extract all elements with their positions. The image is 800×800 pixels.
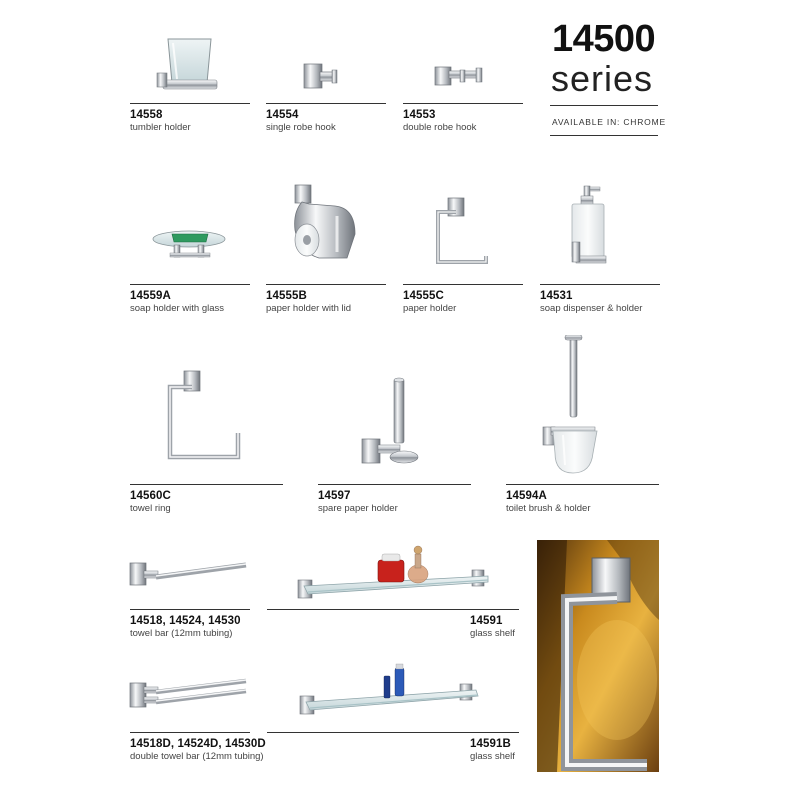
divider (266, 103, 386, 104)
product-name-14553: double robe hook (403, 122, 477, 133)
product-code-14555C: 14555C (403, 290, 444, 302)
product-name-14560C: towel ring (130, 503, 171, 514)
divider (318, 484, 471, 485)
product-name-14591B: glass shelf (470, 751, 515, 762)
product-code-14558: 14558 (130, 109, 163, 121)
divider (266, 284, 386, 285)
glass-shelf-image (296, 542, 491, 604)
product-code-14518-set: 14518, 14524, 14530 (130, 615, 241, 627)
series-number: 14500 (552, 18, 656, 60)
product-code-14594A: 14594A (506, 490, 547, 502)
lifestyle-photo (537, 540, 659, 772)
header-rule-bottom (550, 135, 658, 136)
divider (130, 732, 250, 733)
divider (130, 103, 250, 104)
divider (130, 484, 283, 485)
product-name-14518D-set: double towel bar (12mm tubing) (130, 751, 264, 762)
product-name-14591: glass shelf (470, 628, 515, 639)
header-rule-top (550, 105, 658, 106)
divider (130, 284, 250, 285)
divider (506, 484, 659, 485)
product-code-14518D-set: 14518D, 14524D, 14530D (130, 738, 266, 750)
product-code-14555B: 14555B (266, 290, 307, 302)
glass-shelf-b-image (298, 660, 493, 720)
product-code-14591: 14591 (470, 615, 503, 627)
divider (540, 284, 660, 285)
product-name-14555B: paper holder with lid (266, 303, 352, 314)
product-code-14553: 14553 (403, 109, 436, 121)
single-robe-hook-image (300, 60, 340, 95)
spare-paper-holder-image (358, 375, 423, 470)
double-robe-hook-image (432, 62, 487, 92)
product-name-14597: spare paper holder (318, 503, 398, 514)
product-name-14531: soap dispenser & holder (540, 303, 643, 314)
product-name-14554: single robe hook (266, 122, 336, 133)
product-code-14597: 14597 (318, 490, 351, 502)
availability-label: AVAILABLE IN: CHROME (552, 117, 666, 127)
product-name-14559A: soap holder with glass (130, 303, 224, 314)
product-name-14558: tumbler holder (130, 122, 191, 133)
tumbler-holder-image (155, 35, 225, 100)
toilet-brush-image (535, 335, 615, 475)
product-code-14560C: 14560C (130, 490, 171, 502)
product-name-14594A: toilet brush & holder (506, 503, 591, 514)
soap-holder-image (150, 225, 228, 263)
series-title: series (551, 58, 654, 99)
towel-bar-image (128, 555, 250, 595)
product-code-14559A: 14559A (130, 290, 171, 302)
divider (130, 609, 250, 610)
product-code-14554: 14554 (266, 109, 299, 121)
divider (267, 732, 519, 733)
double-towel-bar-image (128, 675, 250, 715)
towel-ring-image (160, 365, 245, 465)
product-code-14591B: 14591B (470, 738, 511, 750)
divider (403, 284, 523, 285)
divider (403, 103, 523, 104)
paper-holder-lid-image (285, 182, 360, 272)
product-name-14555C: paper holder (403, 303, 457, 314)
soap-dispenser-image (560, 182, 620, 272)
product-code-14531: 14531 (540, 290, 573, 302)
product-name-14518-set: towel bar (12mm tubing) (130, 628, 233, 639)
paper-holder-image (410, 192, 490, 267)
divider (267, 609, 519, 610)
